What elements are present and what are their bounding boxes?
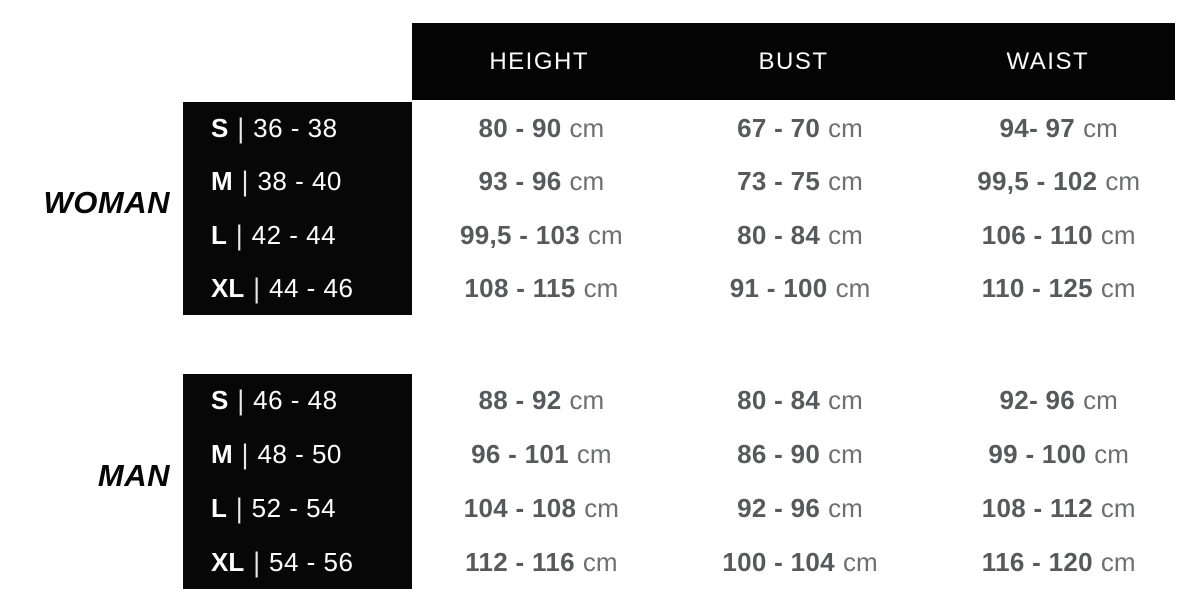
- waist-value-woman-xl: [929, 262, 1188, 315]
- waist-value-man-s: [929, 374, 1188, 428]
- unit-label: cm: [835, 272, 871, 303]
- unit-label: cm: [828, 385, 863, 416]
- bust-value-woman-m: [671, 155, 930, 208]
- unit-label: cm: [1100, 546, 1136, 577]
- value-range: 80 - 84: [737, 219, 821, 250]
- unit-label: cm: [828, 113, 863, 144]
- unit-label: cm: [582, 546, 618, 577]
- pipe-separator: |: [241, 165, 249, 198]
- size-range: 38 - 40: [257, 166, 342, 197]
- waist-value-woman-s: [929, 102, 1188, 155]
- pipe-separator: |: [235, 218, 243, 251]
- value-range: 91 - 100: [729, 272, 828, 303]
- value-range: 80 - 84: [737, 385, 821, 416]
- value-range: 94- 97: [999, 113, 1076, 144]
- value-range: 99,5 - 102: [977, 166, 1098, 197]
- size-row-woman-s: [211, 102, 412, 155]
- pipe-separator: |: [253, 272, 260, 304]
- height-value-man-s: [412, 374, 671, 428]
- bust-value-woman-xl: [671, 262, 930, 315]
- waist-value-man-l: [929, 482, 1188, 536]
- unit-label: cm: [569, 385, 605, 416]
- value-range: 99 - 100: [988, 439, 1087, 470]
- size-letter: S: [211, 385, 229, 416]
- man-values-grid: [412, 374, 1188, 589]
- value-range: 99,5 - 103: [459, 219, 581, 250]
- unit-label: cm: [1100, 492, 1136, 523]
- value-range: 96 - 101: [471, 439, 569, 470]
- height-value-man-m: [412, 428, 671, 482]
- size-row-man-l: [211, 482, 412, 536]
- size-row-woman-m: [211, 155, 412, 208]
- size-row-woman-l: [211, 209, 412, 262]
- value-range: 67 - 70: [737, 113, 821, 144]
- size-row-man-m: [211, 428, 412, 482]
- size-letter: M: [211, 166, 233, 197]
- value-range: 110 - 125: [981, 272, 1093, 303]
- column-header-bar: [412, 23, 1175, 100]
- value-range: 73 - 75: [737, 166, 821, 197]
- pipe-separator: |: [237, 112, 245, 144]
- size-letter: M: [211, 439, 233, 470]
- value-range: 108 - 115: [464, 272, 576, 303]
- size-range: 52 - 54: [251, 492, 337, 523]
- value-range: 108 - 112: [981, 492, 1093, 523]
- bust-value-man-l: [671, 482, 930, 536]
- bust-value-woman-s: [671, 102, 930, 155]
- pipe-separator: |: [235, 492, 243, 524]
- waist-value-man-xl: [929, 535, 1188, 589]
- size-row-man-xl: [211, 535, 412, 589]
- size-row-man-s: [211, 374, 412, 428]
- size-letter: XL: [211, 546, 245, 577]
- height-value-man-l: [412, 482, 671, 536]
- size-range: 36 - 38: [253, 113, 338, 144]
- bust-value-woman-l: [671, 209, 930, 262]
- bust-value-man-xl: [671, 535, 930, 589]
- pipe-separator: |: [253, 545, 260, 578]
- waist-value-woman-m: [929, 155, 1188, 208]
- unit-label: cm: [1100, 219, 1136, 250]
- height-value-woman-l: [412, 209, 671, 262]
- column-header-waist: WAIST: [1006, 47, 1090, 75]
- height-value-man-xl: [412, 535, 671, 589]
- value-range: 86 - 90: [737, 439, 821, 470]
- size-range: 46 - 48: [253, 385, 338, 416]
- unit-label: cm: [828, 219, 863, 250]
- size-row-woman-xl: [211, 262, 412, 315]
- size-range: 44 - 46: [269, 272, 354, 303]
- unit-label: cm: [1083, 113, 1118, 144]
- value-range: 92 - 96: [737, 492, 821, 523]
- height-value-woman-m: [412, 155, 671, 208]
- value-range: 92- 96: [999, 385, 1076, 416]
- height-value-woman-s: [412, 102, 671, 155]
- value-range: 80 - 90: [478, 113, 562, 144]
- column-header-bust: BUST: [758, 47, 829, 75]
- size-letter: XL: [211, 272, 245, 303]
- size-range: 42 - 44: [251, 219, 337, 250]
- unit-label: cm: [1100, 272, 1136, 303]
- value-range: 116 - 120: [981, 546, 1093, 577]
- height-value-woman-xl: [412, 262, 671, 315]
- waist-value-woman-l: [929, 209, 1188, 262]
- pipe-separator: |: [237, 384, 245, 417]
- size-range: 54 - 56: [269, 546, 354, 577]
- unit-label: cm: [583, 272, 619, 303]
- value-range: 88 - 92: [478, 385, 562, 416]
- bust-value-man-m: [671, 428, 930, 482]
- unit-label: cm: [569, 113, 605, 144]
- value-range: 93 - 96: [478, 166, 562, 197]
- unit-label: cm: [584, 492, 619, 523]
- unit-label: cm: [588, 219, 623, 250]
- value-range: 104 - 108: [463, 492, 577, 523]
- man-size-box: [183, 374, 412, 589]
- value-range: 106 - 110: [981, 219, 1093, 250]
- section-label-woman: WOMAN: [43, 185, 170, 220]
- unit-label: cm: [828, 492, 863, 523]
- size-range: 48 - 50: [257, 439, 342, 470]
- column-header-height: HEIGHT: [489, 47, 589, 75]
- size-letter: L: [211, 492, 227, 523]
- unit-label: cm: [576, 439, 612, 470]
- bust-value-man-s: [671, 374, 930, 428]
- unit-label: cm: [1105, 166, 1141, 197]
- value-range: 112 - 116: [465, 546, 575, 577]
- woman-size-box: [183, 102, 412, 315]
- size-letter: L: [211, 219, 227, 250]
- unit-label: cm: [569, 166, 605, 197]
- unit-label: cm: [842, 546, 878, 577]
- waist-value-man-m: [929, 428, 1188, 482]
- value-range: 100 - 104: [722, 546, 835, 577]
- section-label-man: MAN: [97, 458, 170, 493]
- pipe-separator: |: [241, 438, 249, 470]
- unit-label: cm: [1094, 439, 1129, 470]
- unit-label: cm: [1083, 385, 1118, 416]
- unit-label: cm: [828, 166, 863, 197]
- woman-values-grid: [412, 102, 1188, 315]
- unit-label: cm: [828, 439, 863, 470]
- size-letter: S: [211, 113, 229, 144]
